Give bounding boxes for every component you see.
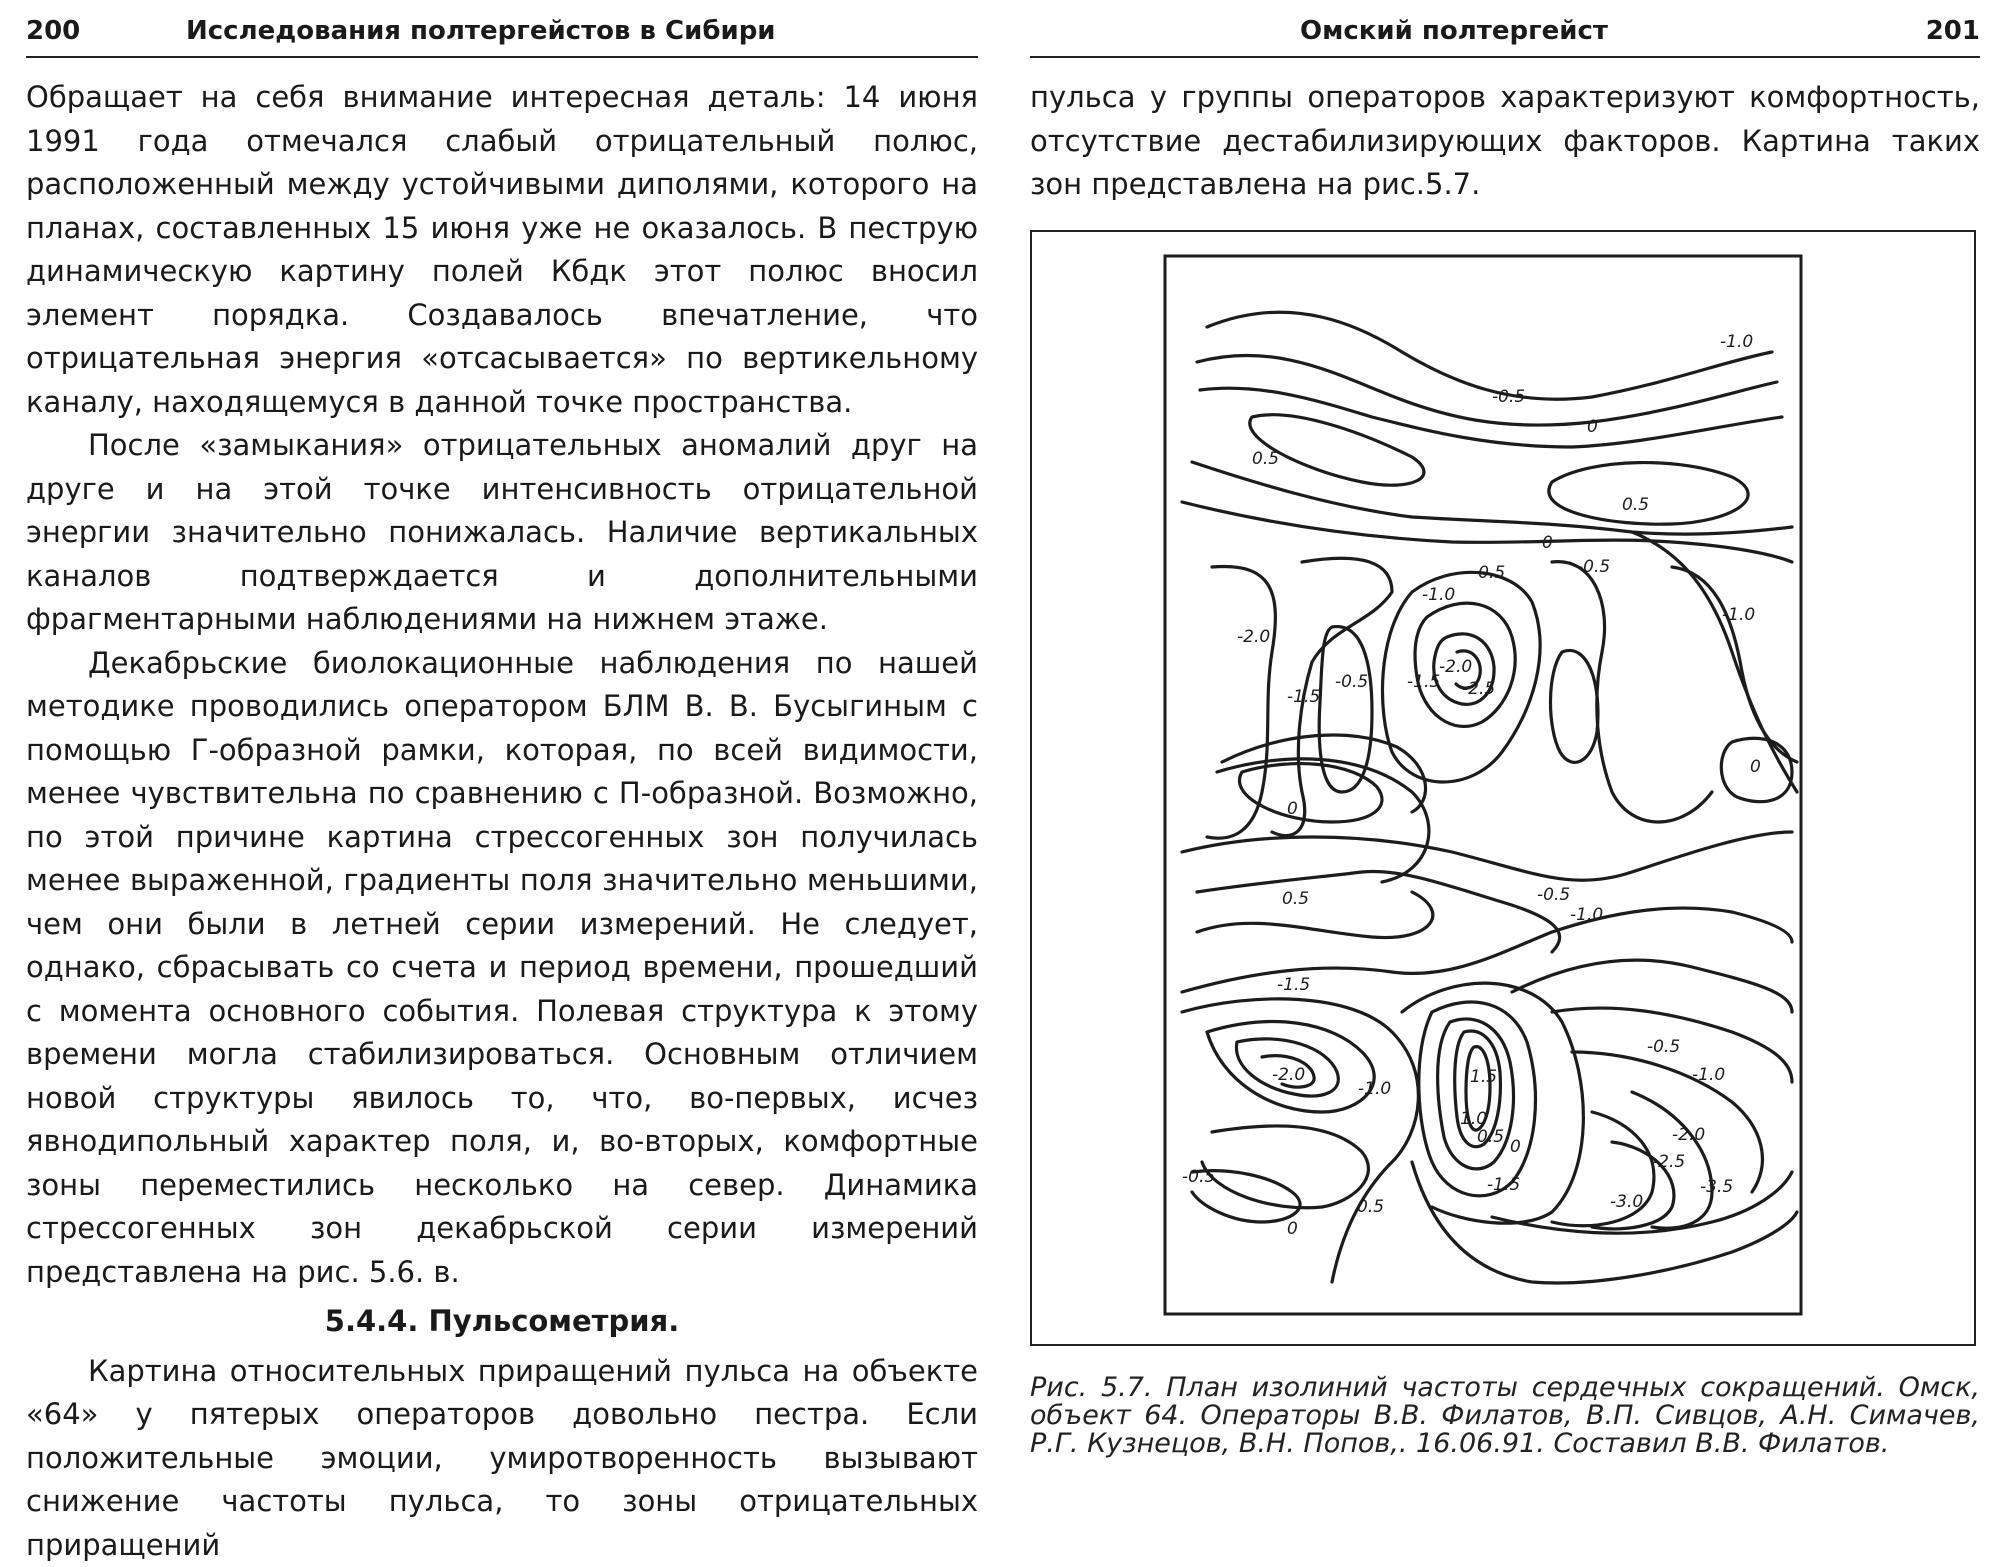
- isoline-label: 0: [1287, 799, 1298, 819]
- isoline-label: -0.5: [1492, 387, 1525, 407]
- paragraph: Декабрьские биолокационные наблюдения по нашей методике проводились оператором БЛМ В. В. Бусыгиным с помощью Г-образной рамки, которая, по всей видимости, менее чувствительна по сравнению с П-образной. Возможно, по этой причине картина стрессогенных зон получилась менее выраженной, градиенты поля значительно меньшими, чем они были в летней серии измерений. Не следует, однако, сбрасывать со счета и период времени, прошедший с момента основного события. Полевая структура к этому времени могла стабилизироваться. Основным отличием новой структуры явилось то, что, во-первых, исчез явнодипольный характер поля, и, во-вторых, комфортные зоны переместились несколько на север. Динамика стрессогенных зон декабрьской серии измерений представлена на рис. 5.6. в.: [26, 642, 978, 1295]
- isoline-label: -2.5: [1652, 1152, 1685, 1172]
- paragraph: пульса у группы операторов характеризуют комфортность, отсутствие дестабилизирующих факторов. Картина таких зон представлена на рис.5.7.: [1030, 76, 1980, 207]
- isoline-label: -1.5: [1277, 975, 1310, 995]
- paragraph: Обращает на себя внимание интересная деталь: 14 июня 1991 года отмечался слабый отрицательный полюс, расположенный между устойчивыми диполями, которого на планах, составленных 15 июня уже не оказалось. В пеструю динамическую картину полей Кбдк этот полюс вносил элемент порядка. Создавалось впечатление, что отрицательная энергия «отсасывается» по вертикельному каналу, находящемуся в данной точке пространства.: [26, 76, 978, 424]
- left-running-head: [26, 12, 978, 58]
- isoline-label: -3.0: [1610, 1192, 1643, 1212]
- isoline-label: 0.5: [1357, 1197, 1384, 1217]
- isoline-label: -1.0: [1422, 585, 1455, 605]
- isoline: [1182, 832, 1792, 880]
- isoline-label: -1.0: [1720, 332, 1753, 352]
- isoline-label: -2.0: [1237, 627, 1270, 647]
- isoline-label: -2.5: [1462, 679, 1495, 699]
- isoline: [1550, 650, 1597, 762]
- isoline-label: -1.0: [1570, 905, 1603, 925]
- isoline-label: -1.5: [1287, 687, 1320, 707]
- section-heading: 5.4.4. Пульсометрия.: [26, 1300, 978, 1344]
- isoline: [1207, 566, 1275, 838]
- isoline: [1207, 312, 1772, 399]
- isoline-label: -1.0: [1722, 605, 1755, 625]
- isoline-label: -2.0: [1672, 1125, 1705, 1145]
- isoline-label: -2.0: [1272, 1065, 1305, 1085]
- isoline-label: -1.0: [1358, 1079, 1391, 1099]
- right-running-head: [1030, 12, 1980, 58]
- isoline-label: -2.0: [1439, 657, 1472, 677]
- isoline: [1182, 999, 1418, 1282]
- isoline-label: 1.5: [1470, 1067, 1497, 1087]
- isoline-label: 0.5: [1477, 1127, 1504, 1147]
- paragraph: Картина относительных приращений пульса на объекте «64» у пятерых операторов довольно пестра. Если положительные эмоции, умиротворенность вызывают снижение частоты пульса, то зоны отрицательных приращений: [26, 1350, 978, 1567]
- isoline-label: 0.5: [1252, 449, 1279, 469]
- isoline-label: 0: [1542, 533, 1553, 553]
- right-body-text: [1030, 76, 1980, 207]
- isoline-label: -1.0: [1692, 1065, 1725, 1085]
- isoline-label: -1.5: [1407, 672, 1440, 692]
- isoline-label: -0.5: [1647, 1037, 1680, 1057]
- isoline-label: 0: [1587, 417, 1598, 437]
- right-page-number: 201: [1926, 16, 1980, 46]
- isoline-label: 0: [1287, 1219, 1298, 1239]
- isoline: [1182, 502, 1792, 562]
- figure-frame: [1030, 230, 1976, 1346]
- isoline-label: -3.5: [1700, 1177, 1733, 1197]
- isoline: [1552, 562, 1712, 822]
- right-running-title: Омский полтергейст: [1300, 16, 1608, 46]
- isoline-label: -0.5: [1472, 563, 1505, 583]
- isoline: [1197, 871, 1560, 952]
- isoline-label: -0.5: [1577, 557, 1610, 577]
- isoline: [1197, 892, 1433, 938]
- paragraph: После «замыкания» отрицательных аномалий друг на друге и на этой точке интенсивность отрицательной энергии значительно понижалась. Наличие вертикальных каналов подтверждается и дополнительными фрагментарными наблюдениями на нижнем этаже.: [26, 424, 978, 642]
- isoline: [1202, 1126, 1368, 1208]
- isoline-figure: [1032, 232, 1978, 1348]
- isoline-label: 0.5: [1282, 889, 1309, 909]
- isoline: [1200, 388, 1782, 447]
- isoline-label: -0.5: [1182, 1167, 1215, 1187]
- isoline-label: -0.5: [1335, 672, 1368, 692]
- left-page-number: 200: [26, 16, 80, 46]
- isoline: [1632, 532, 1797, 792]
- isoline-label: 0: [1750, 757, 1761, 777]
- isoline-label: -0.5: [1537, 885, 1570, 905]
- isoline: [1182, 908, 1792, 992]
- isoline-label: -1.5: [1487, 1175, 1520, 1195]
- left-running-title: Исследования полтергейстов в Сибири: [186, 16, 776, 46]
- isoline: [1672, 567, 1797, 762]
- isoline-label: 0.5: [1622, 495, 1649, 515]
- isoline-label: 1.0: [1460, 1109, 1487, 1129]
- left-body-text: [26, 76, 978, 1567]
- figure-caption: Рис. 5.7. План изолиний частоты сердечных сокращений. Омск, объект 64. Операторы В.В. Филатов, В.П. Сивцов, А.Н. Симачев, Р.Г. Кузнецов, В.Н. Попов,. 16.06.91. Составил В.В. Филатов.: [1030, 1374, 1980, 1458]
- isoline: [1512, 960, 1792, 1012]
- isoline-label: 0: [1510, 1137, 1521, 1157]
